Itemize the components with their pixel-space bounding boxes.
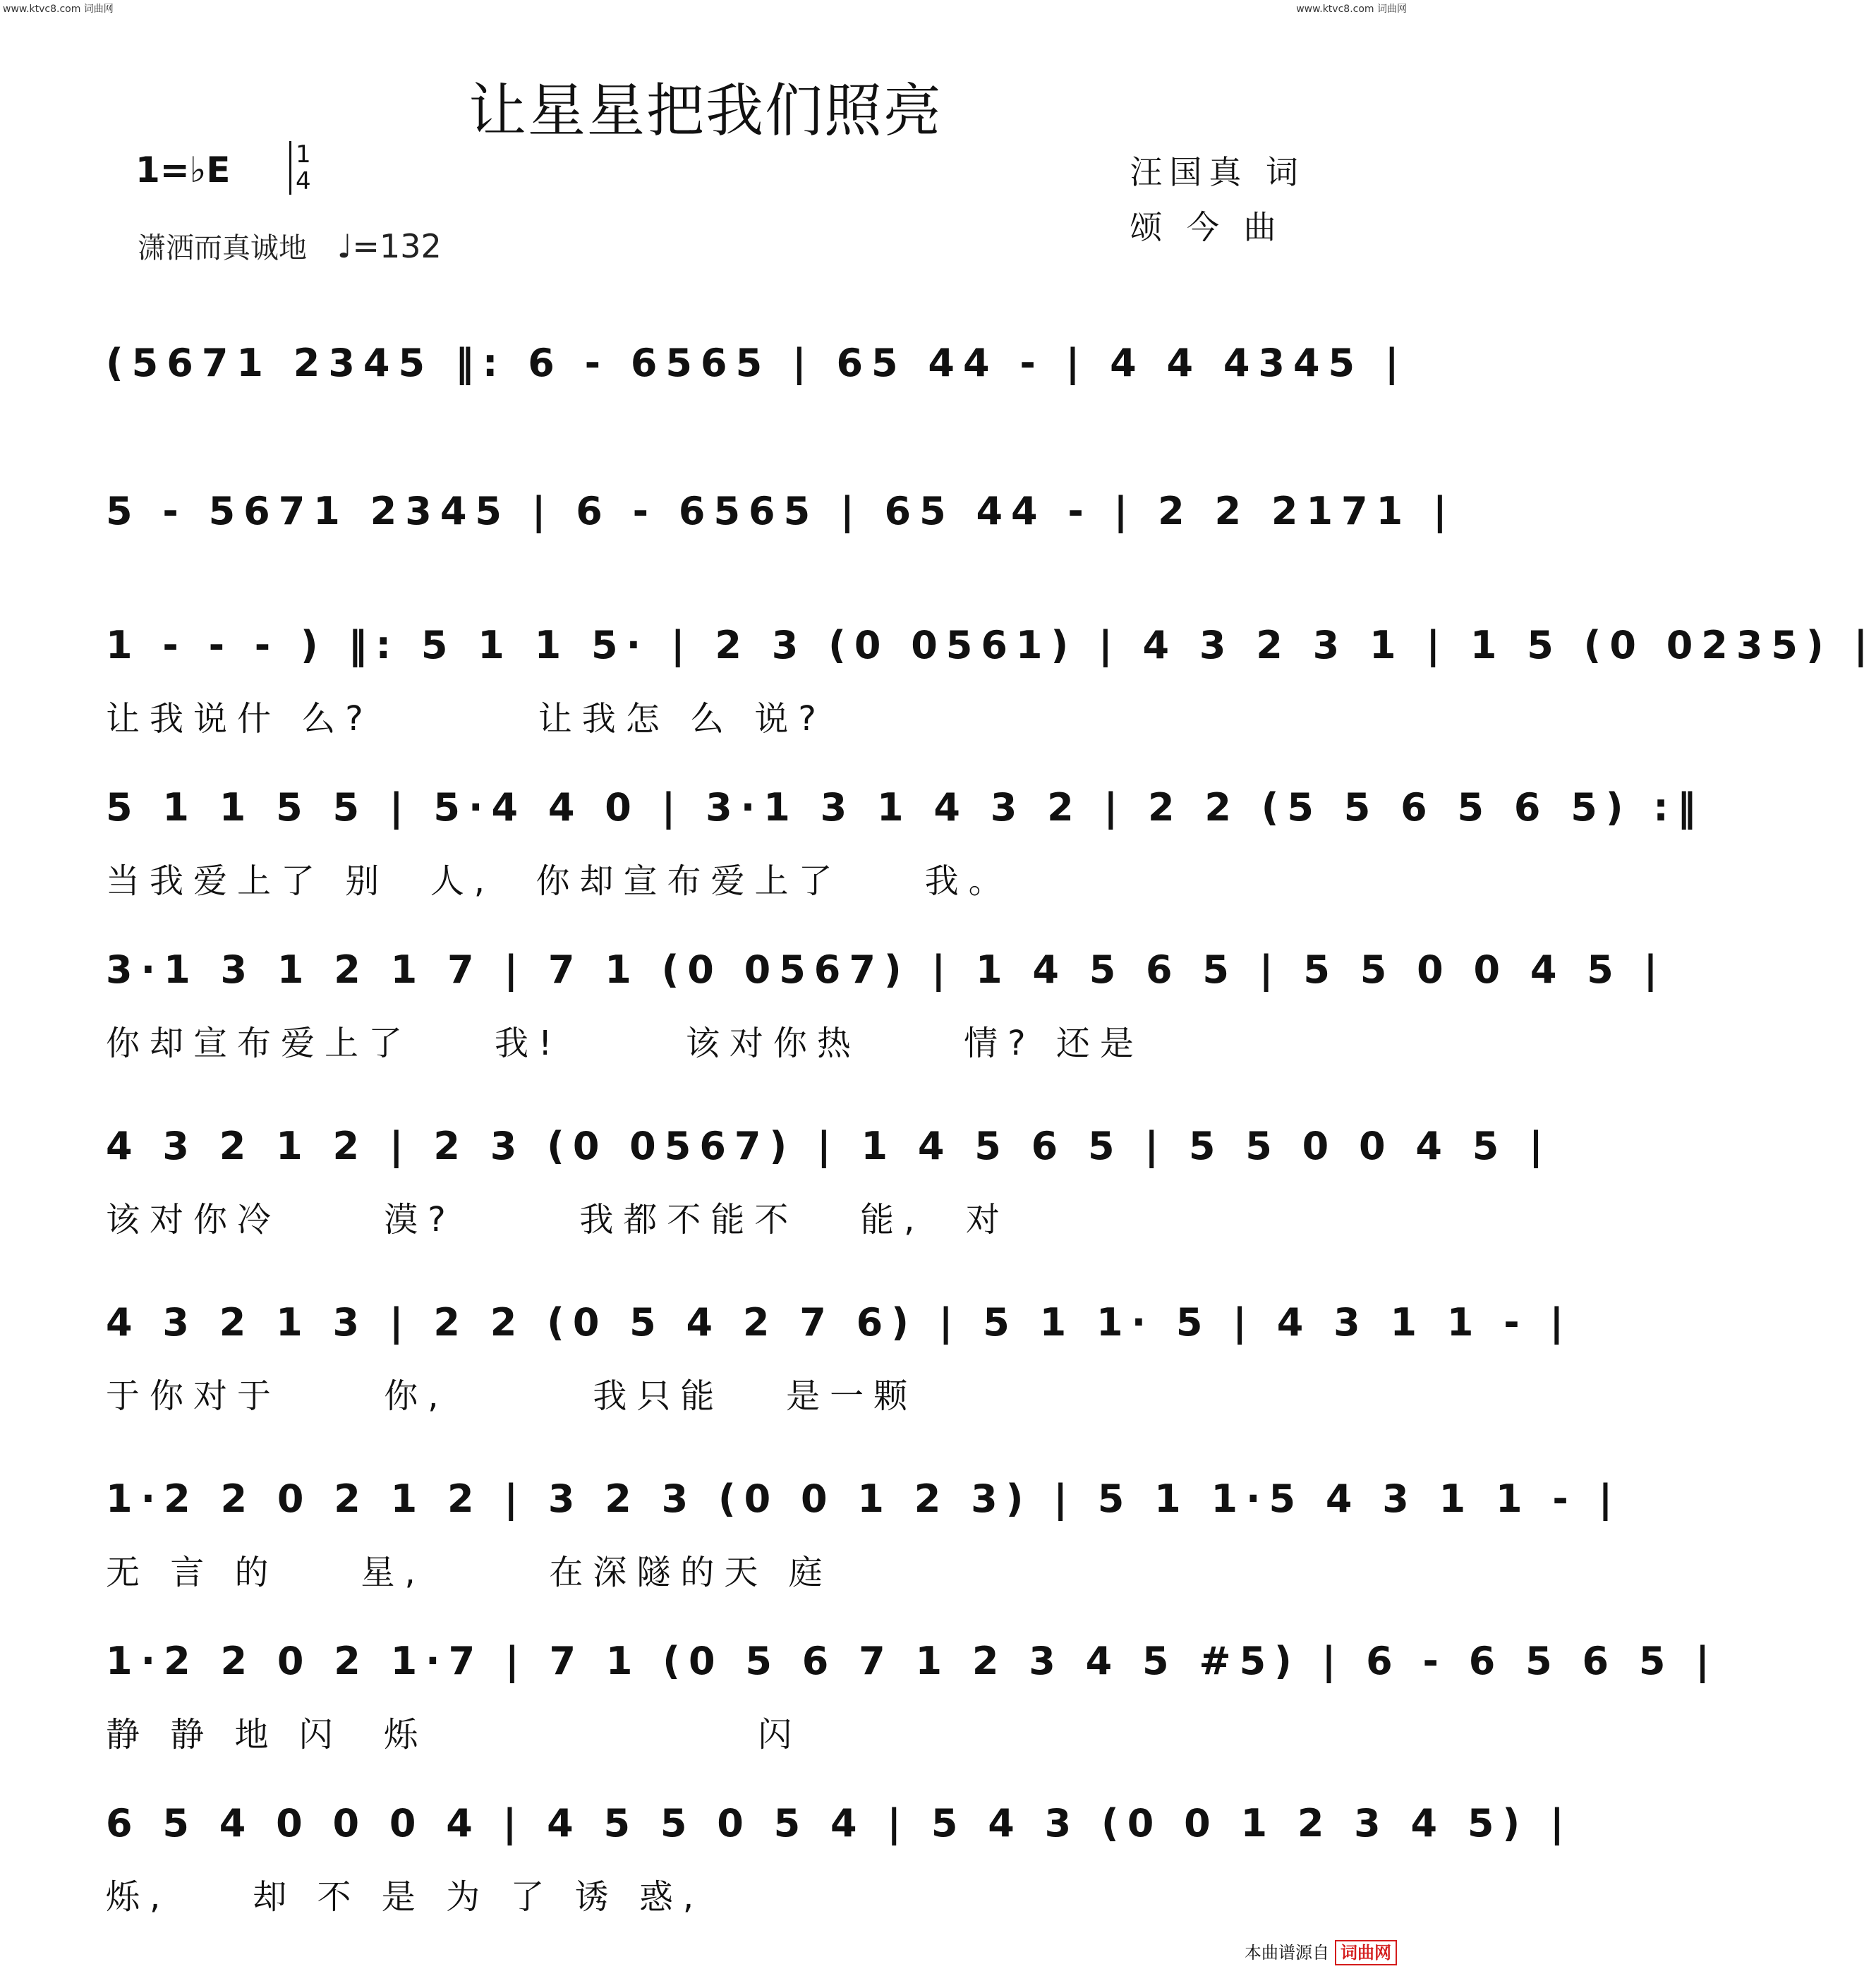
score-line xyxy=(106,945,1666,1063)
credits xyxy=(1130,145,1305,255)
lyric-line: 你却宣布爱上了 我! 该对你热 情? 还是 xyxy=(106,1024,1144,1063)
lyricist: 汪国真 词 xyxy=(1130,153,1305,191)
lyric-line: 让我说什 么? 让我怎 么 说? xyxy=(106,699,826,739)
tempo-text: 潇洒而真诚地 xyxy=(138,232,307,265)
lyric-line: 静 静 地 闪 烁 闪 xyxy=(106,1715,802,1754)
lyric-line: 当我爱上了 别 人, 你却宣布爱上了 我。 xyxy=(106,861,1012,901)
key-signature: 1=♭E xyxy=(135,150,231,190)
lyric-line: 于你对于 你, 我只能 是一颗 xyxy=(106,1376,918,1416)
notation-line: (5671 2345 ‖: 6 - 6565 | 65 44 - | 4 4 4345 | xyxy=(106,341,1408,385)
notation-line: 4 3 2 1 3 | 2 2 (0 5 4 2 7 6) | 5 1 1· 5 | 4 3 1 1 - | xyxy=(106,1300,1573,1345)
lyric-line: 该对你冷 漠? 我都不能不 能, 对 xyxy=(106,1200,1010,1239)
score-line xyxy=(106,339,1408,423)
score-line xyxy=(106,1637,1718,1754)
meter-bottom: 4 xyxy=(296,167,311,195)
site-watermark-left: www.ktvc8.com 词曲网 xyxy=(3,4,114,15)
score-line xyxy=(106,621,1876,739)
meter-top: 1 xyxy=(296,140,311,169)
time-signature xyxy=(289,141,311,195)
tempo-marking xyxy=(138,226,442,266)
score-line xyxy=(106,1298,1573,1416)
score-line xyxy=(106,783,1705,901)
footer-brand: 词曲网 xyxy=(1335,1940,1397,1965)
site-watermark-right: www.ktvc8.com 词曲网 xyxy=(1296,4,1407,15)
notation-line: 6 5 4 0 0 0 4 | 4 5 5 0 5 4 | 5 4 3 (0 0 1 2 3 4 5) | xyxy=(106,1801,1573,1845)
lyric-line: 无 言 的 星, 在深隧的天 庭 xyxy=(106,1553,833,1592)
footer xyxy=(1245,1939,1397,1963)
tempo-value: ♩=132 xyxy=(337,227,442,265)
notation-line: 1·2 2 0 2 1·7 | 7 1 (0 5 6 7 1 2 3 4 5 #5) | 6 - 6 5 6 5 | xyxy=(106,1639,1718,1683)
song-title: 让星星把我们照亮 xyxy=(468,78,943,145)
notation-line: 1 - - - ) ‖: 5 1 1 5· | 2 3 (0 0561) | 4 3 2 3 1 | 1 5 (0 0235) | xyxy=(106,623,1876,667)
score-line xyxy=(106,487,1456,571)
footer-text: 本曲谱源自 xyxy=(1245,1943,1329,1963)
score-line xyxy=(106,1122,1551,1239)
notation-line: 5 - 5671 2345 | 6 - 6565 | 65 44 - | 2 2 2171 | xyxy=(106,489,1456,533)
composer: 颂 今 曲 xyxy=(1130,208,1283,246)
notation-line: 3·1 3 1 2 1 7 | 7 1 (0 0567) | 1 4 5 6 5 | 5 5 0 0 4 5 | xyxy=(106,947,1666,992)
notation-line: 4 3 2 1 2 | 2 3 (0 0567) | 1 4 5 6 5 | 5 5 0 0 4 5 | xyxy=(106,1124,1551,1168)
score-line xyxy=(106,1799,1573,1917)
score-line xyxy=(106,1474,1621,1592)
notation-line: 5 1 1 5 5 | 5·4 4 0 | 3·1 3 1 4 3 2 | 2 2 (5 5 6 5 6 5) :‖ xyxy=(106,785,1705,830)
lyric-line: 烁, 却 不 是 为 了 诱 惑, xyxy=(106,1877,704,1917)
notation-line: 1·2 2 0 2 1 2 | 3 2 3 (0 0 1 2 3) | 5 1 1·5 4 3 1 1 - | xyxy=(106,1477,1621,1521)
